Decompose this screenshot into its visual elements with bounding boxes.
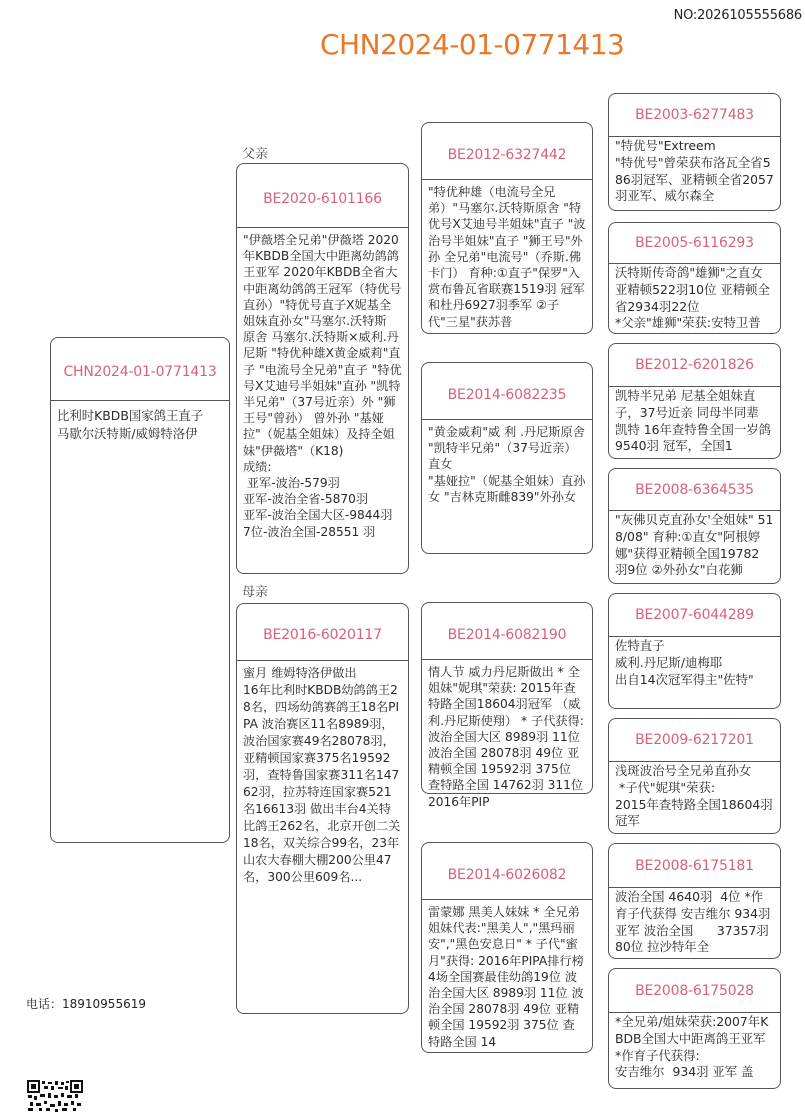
- grandparent-ring: BE2014-6082235: [422, 363, 592, 420]
- qr-code-icon[interactable]: [27, 1080, 83, 1112]
- great-grandparent-description: 波治全国 4640羽 4位 *作育子代获得 安吉维尔 934羽 亚军 波治全国 37357羽 80位 拉沙特年全: [615, 889, 779, 955]
- grandparent-card: [421, 602, 593, 809]
- great-grandparent-description: "灰佛贝克直孙女'全姐妹" 518/08" 育种:①直女"阿根婷娜"获得亚精顿全国19782 羽9位 ②外孙女"白花狮: [615, 512, 774, 578]
- dam-label: 母亲: [242, 585, 269, 600]
- great-grandparent-card: [608, 718, 781, 834]
- great-grandparent-ring: BE2008-6175181: [609, 844, 780, 888]
- great-grandparent-description: *全兄弟/姐妹荣获:2007年KBDB全国大中距离鸽王亚军 *作育子代获得: 安吉维尔 934羽 亚军 盖: [615, 1014, 769, 1080]
- great-grandparent-description: 浅斑波治号全兄弟直孙女 *子代"妮琪"荣获: 2015年查特路全国18604羽冠军: [615, 763, 773, 829]
- grandparent-description: 雷蒙娜 黑美人妹妹 * 全兄弟姐妹代表:"黑美人","黑玛丽安","黑色安息日" * 子代"蜜月"获得: 2016年PIPA排行榜4场全国赛最佳幼鸽19位 波治全国大区 8989羽 11位 波治全国 28078羽 49位 亚精顿全国 19592羽 375位 查特路全国 14: [428, 905, 584, 1049]
- grandparent-ring: BE2014-6026082: [422, 843, 592, 900]
- grandparent-ring: BE2014-6082190: [422, 603, 592, 660]
- great-grandparent-card: [608, 968, 781, 1089]
- great-grandparent-description: 佐特直子 威利.丹尼斯/迪梅耶 出自14次冠军得主"佐特": [615, 638, 754, 687]
- sire-card: [236, 163, 409, 574]
- great-grandparent-card: [608, 468, 781, 584]
- great-grandparent-ring: BE2008-6175028: [609, 969, 780, 1013]
- pedigree-title: CHN2024-01-0771413: [320, 28, 625, 61]
- phone-number: 电话：18910955619: [26, 997, 146, 1011]
- grandparent-description: "黄金威莉"威 利 .丹尼斯原舍 "凯特半兄弟"（37号近亲）直女 "基娅拉"（妮基全姐妹）直孙女 "吉林克斯雌839"外孙女: [428, 425, 586, 504]
- grandparent-description: "特优种雄（电流号全兄弟）"马塞尔.沃特斯原舍 "特优号X艾迪号半姐妹"直子 "波治号半姐妹"直子 "狮王号"外孙 全兄弟"电流号"（乔斯.佛卡门） 育种:①直子"保罗"入赏布鲁瓦省联赛1519羽 冠军和杜丹6927羽季军 ②子代"三星"获苏普: [428, 185, 586, 329]
- great-grandparent-card: [608, 593, 781, 709]
- great-grandparent-card: [608, 222, 781, 334]
- sire-description: "伊薇塔全兄弟"伊薇塔 2020年KBDB全国大中距离幼鸽鸽王亚军 2020年KBDB全省大中距离幼鸽鸽王冠军（特优号直孙）"特优号直子X妮基全姐妹直孙女"马塞尔.沃特斯 原舍 马塞尔.沃特斯×威利.丹尼斯 "特优种雄X黄金威莉"直子 "电流号全兄弟"直子 "特优号X艾迪号半姐妹"直孙 "凯特半兄弟"（37号近亲）外 "狮王号"曾孙） 曾外孙 "基娅拉"（妮基全姐妹）及持全姐妹"伊薇塔"（K18) 成绩: 亚军-波治-579羽 亚军-波治全省-5870羽 亚军-波治全国大区-9844羽 7位-波治全国-28551 羽: [243, 233, 402, 539]
- dam-description: 蜜月 维姆特洛伊做出 16年比利时KBDB幼鸽鸽王28名，四场幼鸽赛鸽王18名PIPA 波治赛区11名8989羽，波治国家赛49名28078羽，亚精顿国家赛375名19592羽，查特鲁国家赛311名14762羽，拉苏特连国家赛521名16613羽 做出丰台4关特比鸽王262名，北京开创二关18名，双关综合99名，23年山农大春棚大棚200公里47名，300公里609名...: [243, 666, 401, 884]
- great-grandparent-description: "特优号"Extreem "特优号"曾荣获布洛瓦全省586羽冠军、亚精顿全省2057羽亚军、威尔森全: [615, 138, 774, 204]
- dam-card: [236, 603, 409, 1014]
- grandparent-card: [421, 362, 593, 554]
- dam-ring: BE2016-6020117: [237, 604, 408, 661]
- great-grandparent-description: 沃特斯传奇鸽"雄狮"之直女 亚精顿522羽10位 亚精顿全省2934羽22位 *父亲"雄狮"荣获:安特卫普: [615, 265, 770, 331]
- great-grandparent-ring: BE2007-6044289: [609, 594, 780, 637]
- sire-ring: BE2020-6101166: [237, 164, 408, 228]
- subject-card: [50, 337, 230, 843]
- great-grandparent-card: [608, 343, 781, 459]
- great-grandparent-card: [608, 93, 781, 211]
- grandparent-card: [421, 122, 593, 334]
- document-number: NO:2026105555686: [673, 8, 802, 23]
- great-grandparent-ring: BE2005-6116293: [609, 223, 780, 264]
- great-grandparent-card: [608, 843, 781, 959]
- grandparent-description: 情人节 威力丹尼斯做出 * 全姐妹"妮琪"荣获: 2015年查特路全国18604羽冠军 （威利.丹尼斯使翔） * 子代获得: 波治全国大区 8989羽 11位 波治全国 28078羽 49位 亚精顿全国 19592羽 375位 查特路全国 14762羽 311位 2016年PIP: [428, 665, 588, 809]
- subject-ring: CHN2024-01-0771413: [51, 338, 229, 401]
- great-grandparent-description: 凯特半兄弟 尼基全姐妹直子，37号近亲 同母半同辈 凯特 16年查特鲁全国一岁鸽9540羽 冠军，全国1: [615, 388, 772, 454]
- grandparent-ring: BE2012-6327442: [422, 123, 592, 180]
- sire-label: 父亲: [242, 147, 269, 162]
- great-grandparent-ring: BE2008-6364535: [609, 469, 780, 511]
- subject-description: 比利时KBDB国家鸽王直子 马歇尔沃特斯/威姆特洛伊: [57, 408, 204, 441]
- great-grandparent-ring: BE2012-6201826: [609, 344, 780, 387]
- great-grandparent-ring: BE2009-6217201: [609, 719, 780, 762]
- grandparent-card: [421, 842, 593, 1053]
- great-grandparent-ring: BE2003-6277483: [609, 94, 780, 137]
